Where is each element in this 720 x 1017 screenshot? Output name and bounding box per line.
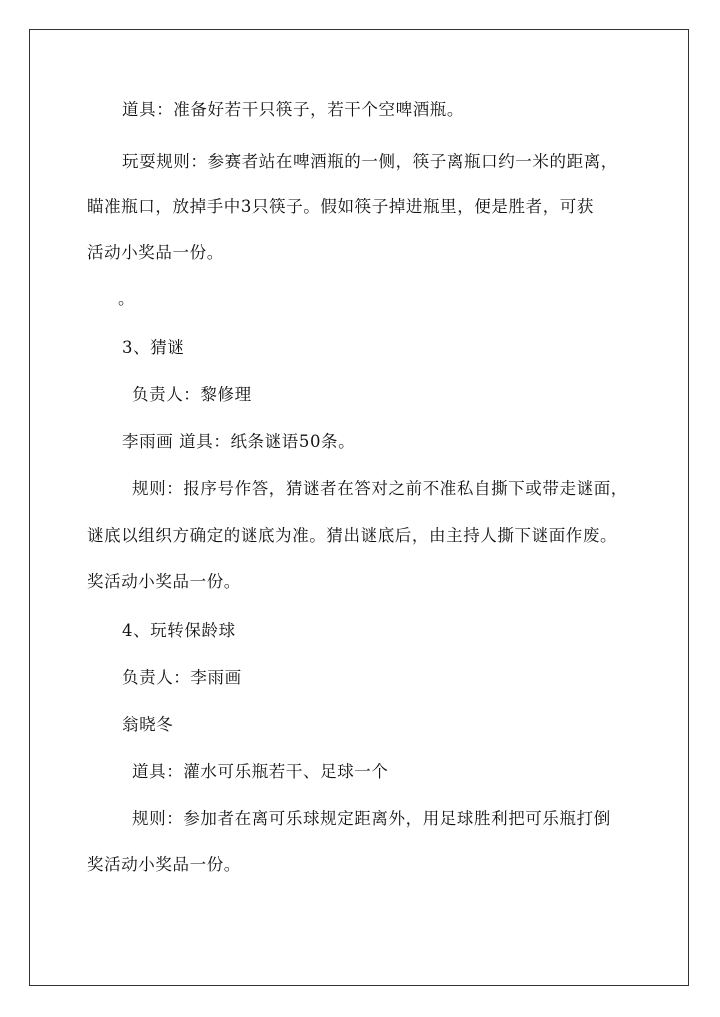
text-line-person-name: 翁晓冬 [122,715,174,734]
text-line-riddle-rules: 规则：报序号作答，猜谜者在答对之前不准私自撕下或带走谜面， [132,479,628,498]
text-line-prize: 活动小奖品一份。 [87,243,224,262]
text-line-rules-continued: 瞄准瓶口，放掉手中3只筷子。假如筷子掉进瓶里，便是胜者，可获 [87,197,594,216]
text-line-riddle-rules-continued: 谜底以组织方确定的谜底为准。猜出谜底后，由主持人撕下谜面作废。 [87,526,618,545]
text-line-person-in-charge-1: 负责人：黎修理 [132,385,252,404]
text-line-period: 。 [118,289,136,308]
text-line-props-chopsticks: 道具：准备好若干只筷子，若干个空啤酒瓶。 [122,100,464,119]
text-line-bowling-prize: 奖活动小奖品一份。 [87,855,241,874]
text-line-riddle-prize: 奖活动小奖品一份。 [87,572,241,591]
text-line-person-in-charge-2: 负责人：李雨画 [122,668,242,687]
text-line-rules-intro: 玩耍规则：参赛者站在啤酒瓶的一侧，筷子离瓶口约一米的距离， [122,152,618,171]
text-line-bowling-rules: 规则：参加者在离可乐球规定距离外，用足球胜利把可乐瓶打倒 [132,809,611,828]
section-heading-bowling: 4、玩转保龄球 [122,621,236,640]
text-line-bowling-props: 道具：灌水可乐瓶若干、足球一个 [132,762,389,781]
text-line-riddle-props: 李雨画 道具：纸条谜语50条。 [122,432,356,451]
section-heading-riddles: 3、猜谜 [122,338,185,357]
